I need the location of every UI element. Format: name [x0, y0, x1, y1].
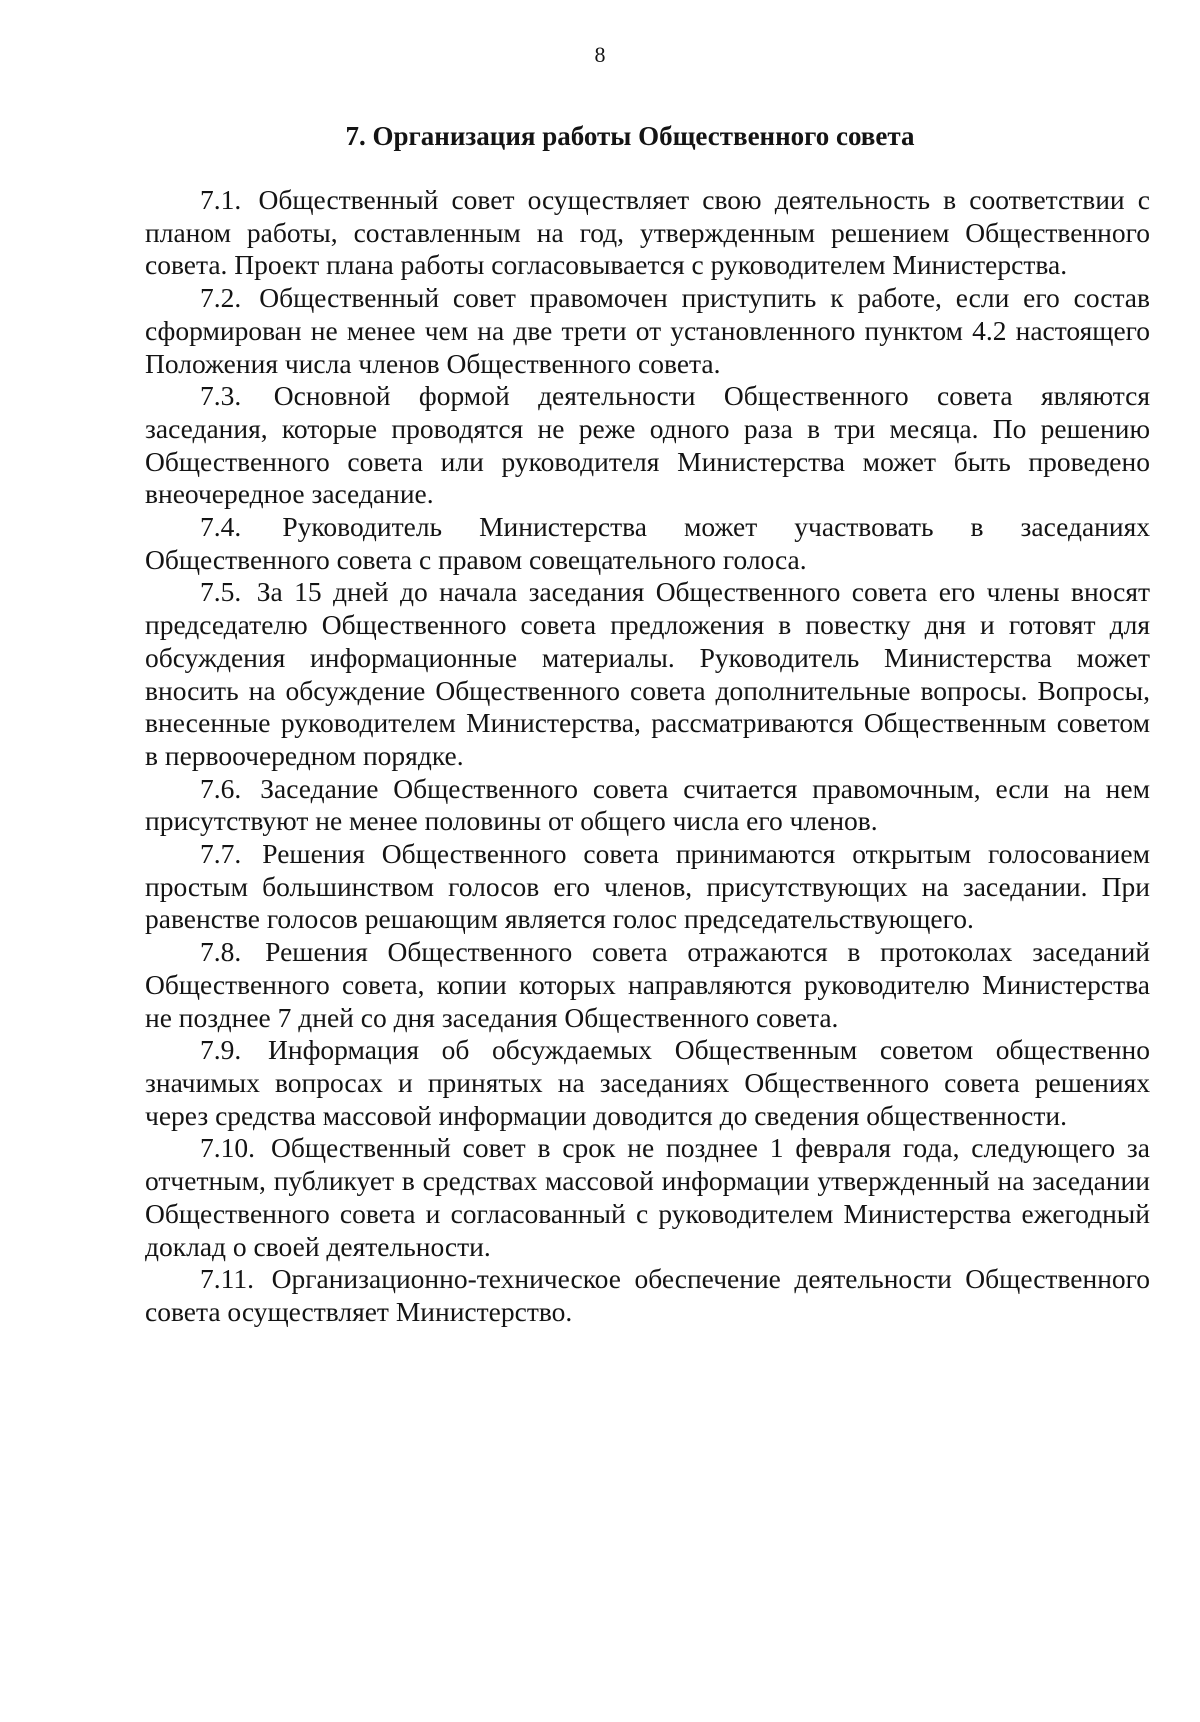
paragraph-number: 7.4.: [200, 511, 242, 543]
paragraph-number: 7.3.: [200, 380, 242, 412]
paragraph-7-2: [145, 282, 1150, 380]
paragraph-7-7: [145, 838, 1150, 936]
paragraph-text: Руководитель Министерства может участвовать в заседаниях Общественного совета с правом совещательного голоса.: [145, 511, 1151, 575]
paragraph-text: Заседание Общественного совета считается правомочным, если на нем присутствуют не менее половины от общего числа его членов.: [145, 772, 1150, 837]
paragraph-7-10: [145, 1132, 1150, 1263]
paragraph-7-8: [145, 936, 1150, 1034]
paragraph-7-3: [145, 380, 1150, 511]
paragraph-7-4: [145, 511, 1150, 576]
paragraph-number: 7.8.: [200, 936, 242, 968]
page-number: 8: [594, 42, 606, 67]
section-title: 7. Организация работы Общественного совета: [345, 121, 915, 151]
paragraph-text: Решения Общественного совета принимаются открытым голосованием простым большинством голосов его членов, присутствующих на заседании. При равенстве голосов решающим является голос председательствующего.: [145, 838, 1150, 935]
paragraph-number: 7.9.: [200, 1034, 242, 1066]
paragraph-number: 7.6.: [200, 772, 242, 804]
paragraph-text: За 15 дней до начала заседания Общественного совета его члены вносят председателю Общественного совета предложения в повестку дня и готовят для обсуждения информационные материалы. Руководитель Министерства может вносить на обсуждение Общественного совета дополнительные вопросы. Вопросы, внесенные руководителем Министерства, рассматриваются Общественным советом в первоочередном порядке.: [145, 576, 1151, 771]
paragraph-text: Основной формой деятельности Общественного совета являются заседания, которые проводятся не реже одного раза в три месяца. По решению Общественного совета или руководителя Министерства может быть проведено внеочередное заседание.: [145, 380, 1150, 510]
paragraph-text: Решения Общественного совета отражаются в протоколах заседаний Общественного совета, копии которых направляются руководителю Министерства не позднее 7 дней со дня заседания Общественного совета.: [145, 936, 1151, 1033]
paragraph-7-1: [145, 184, 1150, 282]
paragraph-7-6: [145, 773, 1150, 838]
paragraph-text: Общественный совет правомочен приступить к работе, если его состав сформирован не менее чем на две трети от установленного пунктом 4.2 настоящего Положения числа членов Общественного совета.: [145, 282, 1150, 379]
paragraph-7-9: [145, 1034, 1150, 1132]
paragraph-number: 7.10.: [200, 1132, 255, 1164]
paragraph-7-11: [145, 1263, 1150, 1328]
paragraph-text: Общественный совет в срок не позднее 1 февраля года, следующего за отчетным, публикует в средствах массовой информации утвержденный на заседании Общественного совета и согласованный с руководителем Министерства ежегодный доклад о своей деятельности.: [145, 1132, 1150, 1262]
paragraph-text: Организационно-техническое обеспечение деятельности Общественного совета осуществляет Министерство.: [145, 1263, 1151, 1327]
paragraph-number: 7.1.: [200, 184, 242, 215]
paragraph-number: 7.2.: [200, 282, 242, 314]
section-body: [145, 184, 1150, 1329]
paragraph-text: Информация об обсуждаемых Общественным советом общественно значимых вопросах и принятых на заседаниях Общественного совета решениях через средства массовой информации доводится до сведения общественности.: [145, 1034, 1150, 1131]
paragraph-number: 7.11.: [200, 1263, 254, 1295]
paragraph-number: 7.5.: [200, 576, 242, 608]
paragraph-number: 7.7.: [200, 838, 242, 870]
paragraph-7-5: [145, 576, 1150, 772]
paragraph-text: Общественный совет осуществляет свою деятельность в соответствии с планом работы, составленным на год, утвержденным решением Общественного совета. Проект плана работы согласовывается с руководителем Министерства.: [145, 184, 1151, 281]
